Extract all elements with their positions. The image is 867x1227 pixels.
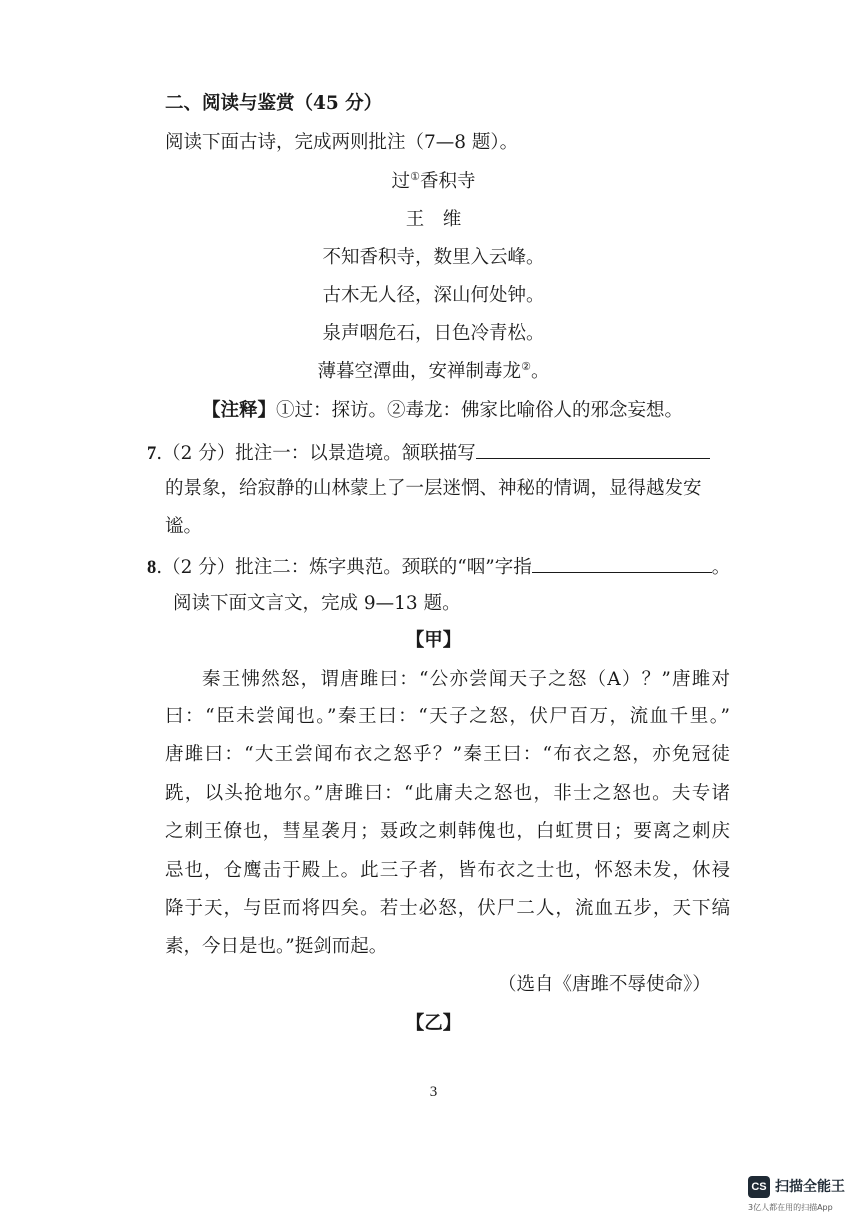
section-title: 二、阅读与鉴赏（45 分） [165,93,383,114]
passage-line: 跣，以头抢地尔。”唐雎曰：“此庸夫之怒也，非士之怒也。夫专诸 [165,783,730,804]
answer-blank-8[interactable] [532,554,712,573]
passage-line: 曰：“臣未尝闻也。”秦王曰：“天子之怒，伏尸百万，流血千里。” [165,706,730,727]
passage-line: 忌也，仓鹰击于殿上。此三子者，皆布衣之士也，怀怒未发，休祲 [165,860,730,881]
footnote-marker: ② [521,359,531,373]
watermark-name: 扫描全能王 [775,1179,845,1195]
prose-intro: 阅读下面文言文，完成 9—13 题。 [173,593,461,614]
passage-line: 秦王怫然怒，谓唐雎曰：“公亦尝闻天子之怒（A）？”唐雎对 [202,669,730,690]
scanner-watermark [748,1176,858,1216]
watermark-tagline: 3亿人都在用的扫描App [748,1203,833,1212]
notes-label: 【注释】 [202,400,277,421]
poem-notes: 【注释】①过：探访。②毒龙：佛家比喻俗人的邪念妄想。 [202,400,684,421]
page-number: 3 [429,1084,438,1100]
question-7-cont: 谧。 [165,516,203,537]
poem-line: 古木无人径，深山何处钟。 [322,285,545,306]
question-8: 8.（2 分）批注二：炼字典范。颈联的“咽”字指 。 [147,554,730,580]
poem-title: 过①香积寺 [391,169,476,192]
passage-line: 降于天，与臣而将四矣。若士必怒，伏尸二人，流血五步，天下缟 [165,898,730,919]
answer-blank-7[interactable] [476,440,710,459]
poem-line: 不知香积寺，数里入云峰。 [322,247,545,268]
question-7: 7.（2 分）批注一：以景造境。颔联描写 [147,440,710,466]
poem-intro: 阅读下面古诗，完成两则批注（7—8 题）。 [165,132,519,153]
poem-line: 薄暮空潭曲，安禅制毒龙②。 [317,359,550,382]
question-7-cont: 的景象，给寂静的山林蒙上了一层迷惘、神秘的情调，显得越发安 [165,478,702,499]
passage-line: 之刺王僚也，彗星袭月；聂政之刺韩傀也，白虹贯日；要离之刺庆 [165,821,730,842]
poem-author: 王 维 [405,209,462,230]
footnote-marker: ① [410,169,420,183]
passage-source: （选自《唐雎不辱使命》） [498,974,711,995]
poem-line: 泉声咽危石，日色冷青松。 [322,323,545,344]
camscanner-logo-icon: CS [748,1176,770,1198]
passage-yi-label: 【乙】 [405,1013,462,1034]
passage-line: 唐雎曰：“大王尝闻布衣之怒乎？”秦王曰：“布衣之怒，亦免冠徒 [165,744,730,765]
passage-line: 素，今日是也。”挺剑而起。 [165,936,388,957]
passage-jia-label: 【甲】 [405,630,462,651]
